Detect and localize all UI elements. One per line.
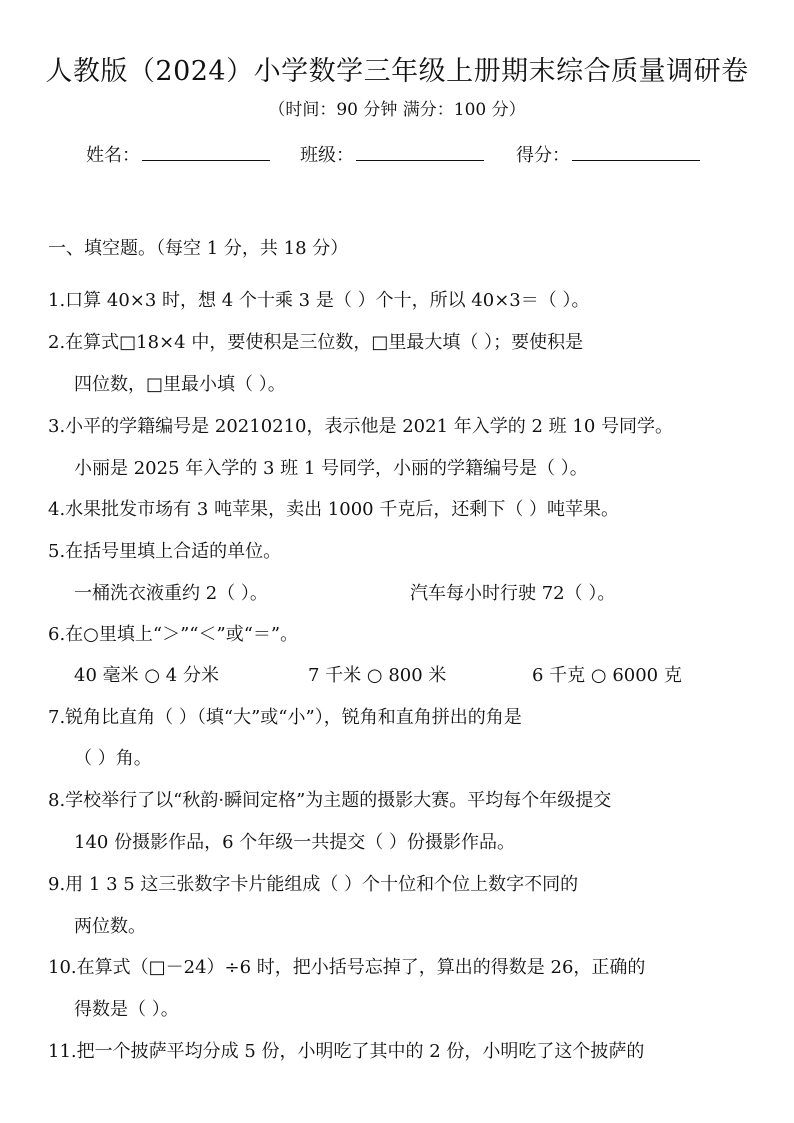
class-field	[300, 140, 484, 170]
question-7-line-1: 7.锐角比直角（ ）（填“大”或“小”），锐角和直角拼出的角是	[48, 707, 522, 728]
question-2-line-2: 四位数，□里最小填（ ）。	[74, 374, 286, 395]
question-5-units-row	[74, 580, 734, 608]
name-field	[86, 140, 270, 170]
exam-subtitle: （时间：90 分钟 满分：100 分）	[268, 100, 526, 120]
student-info-row	[86, 140, 726, 168]
section-title: 一、填空题。（每空 1 分，共 18 分）	[48, 238, 349, 259]
question-6-compare-1: 40 毫米 ○ 4 分米	[74, 665, 219, 686]
page-title: 人教版（2024）小学数学三年级上册期末综合质量调研卷	[45, 56, 749, 87]
question-9-line-1: 9.用 1 3 5 这三张数字卡片能组成（ ）个十位和个位上数字不同的	[48, 874, 579, 895]
question-1: 1.口算 40×3 时，想 4 个十乘 3 是（ ）个十，所以 40×3＝（ ）。	[48, 290, 590, 311]
question-11-line-1: 11.把一个披萨平均分成 5 份，小明吃了其中的 2 份，小明吃了这个披萨的	[48, 1041, 645, 1062]
question-3-line-2: 小丽是 2025 年入学的 3 班 1 号同学，小丽的学籍编号是（ ）。	[74, 458, 588, 479]
question-5-unit-a: 一桶洗衣液重约 2（ ）。	[74, 583, 268, 604]
question-6-compare-row	[74, 662, 734, 690]
question-2-line-1: 2.在算式□18×4 中，要使积是三位数，□里最大填（ ）；要使积是	[48, 332, 584, 353]
class-label: 班级：	[300, 145, 354, 166]
question-3-line-1: 3.小平的学籍编号是 20210210，表示他是 2021 年入学的 2 班 10 号同学。	[48, 416, 674, 437]
question-10-line-2: 得数是（ ）。	[74, 999, 179, 1020]
question-10-line-1: 10.在算式（□－24）÷6 时，把小括号忘掉了，算出的得数是 26，正确的	[48, 957, 646, 978]
question-8-line-2: 140 份摄影作品，6 个年级一共提交（ ）份摄影作品。	[74, 832, 515, 853]
score-blank	[572, 140, 700, 161]
question-5-line-1: 5.在括号里填上合适的单位。	[48, 541, 282, 562]
question-6-line-1: 6.在○里填上“＞”“＜”或“＝”。	[48, 624, 299, 645]
name-label: 姓名：	[86, 145, 140, 166]
question-6-compare-3: 6 千克 ○ 6000 克	[532, 665, 682, 686]
class-blank	[356, 140, 484, 161]
question-7-line-2: （ ）角。	[74, 748, 152, 769]
question-8-line-1: 8.学校举行了以“秋韵·瞬间定格”为主题的摄影大赛。平均每个年级提交	[48, 790, 612, 811]
score-field	[516, 140, 700, 170]
score-label: 得分：	[516, 145, 570, 166]
name-blank	[142, 140, 270, 161]
question-6-compare-2: 7 千米 ○ 800 米	[308, 665, 447, 686]
question-4: 4.水果批发市场有 3 吨苹果，卖出 1000 千克后，还剩下（ ）吨苹果。	[48, 499, 620, 520]
question-5-unit-b: 汽车每小时行驶 72（ ）。	[410, 583, 616, 604]
question-9-line-2: 两位数。	[74, 916, 146, 937]
